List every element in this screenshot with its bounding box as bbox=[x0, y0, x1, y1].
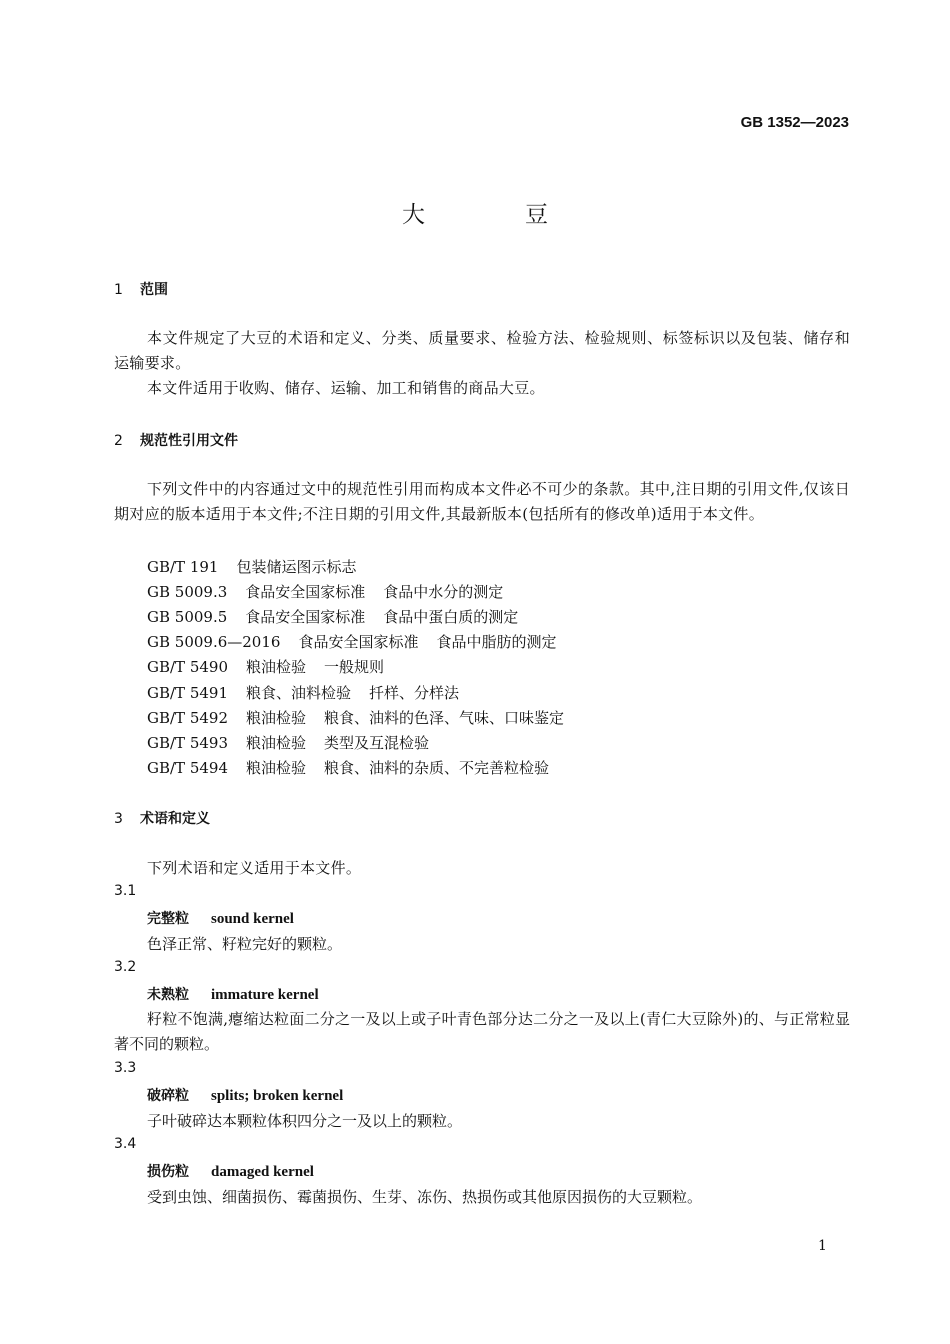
reference-title: 食品安全国家标准 bbox=[245, 583, 366, 601]
reference-title: 食品安全国家标准 bbox=[245, 608, 366, 626]
term-chinese: 破碎粒 bbox=[147, 1088, 189, 1104]
section-title: 规范性引用文件 bbox=[140, 433, 238, 449]
reference-code: GB/T 5490 bbox=[147, 658, 229, 676]
reference-code: GB/T 191 bbox=[147, 558, 219, 576]
reference-code: GB/T 5491 bbox=[147, 684, 229, 702]
term-english: sound kernel bbox=[211, 911, 294, 927]
reference-subtitle: 类型及互混检验 bbox=[324, 734, 430, 752]
reference-subtitle: 食品中水分的测定 bbox=[383, 583, 504, 601]
section-3-heading bbox=[114, 808, 210, 828]
page-number: 1 bbox=[818, 1238, 827, 1254]
term-definition: 子叶破碎达本颗粒体积四分之一及以上的颗粒。 bbox=[147, 1112, 463, 1130]
term-definition: 受到虫蚀、细菌损伤、霉菌损伤、生芽、冻伤、热损伤或其他原因损伤的大豆颗粒。 bbox=[147, 1188, 703, 1206]
term-chinese: 完整粒 bbox=[147, 911, 189, 927]
reference-item bbox=[147, 757, 549, 778]
term-number: 3.2 bbox=[114, 959, 137, 975]
reference-subtitle: 粮食、油料的色泽、气味、口味鉴定 bbox=[324, 709, 565, 727]
reference-title: 包装储运图示标志 bbox=[236, 558, 357, 576]
section-2-heading bbox=[114, 430, 238, 450]
reference-subtitle: 粮食、油料的杂质、不完善粒检验 bbox=[324, 759, 550, 777]
term-chinese: 未熟粒 bbox=[147, 987, 189, 1003]
reference-item bbox=[147, 682, 459, 703]
section-3-paragraph-1: 下列术语和定义适用于本文件。 bbox=[147, 859, 362, 877]
term-heading bbox=[147, 1085, 343, 1105]
reference-item bbox=[147, 656, 384, 677]
reference-item bbox=[147, 707, 564, 728]
reference-subtitle: 食品中脂肪的测定 bbox=[436, 633, 557, 651]
term-number: 3.1 bbox=[114, 883, 137, 899]
term-english: damaged kernel bbox=[211, 1164, 314, 1180]
term-english: splits; broken kernel bbox=[211, 1088, 344, 1104]
reference-subtitle: 扦样、分样法 bbox=[369, 684, 460, 702]
reference-code: GB/T 5493 bbox=[147, 734, 229, 752]
section-title: 术语和定义 bbox=[140, 811, 210, 827]
term-definition: 色泽正常、籽粒完好的颗粒。 bbox=[147, 935, 343, 953]
reference-code: GB 5009.3 bbox=[147, 583, 228, 601]
reference-subtitle: 食品中蛋白质的测定 bbox=[383, 608, 519, 626]
section-2-paragraph-1: 下列文件中的内容通过文中的规范性引用而构成本文件必不可少的条款。其中,注日期的引用文件,仅该日期对应的版本适用于本文件;不注日期的引用文件,其最新版本(包括所有的修改单)适用于本文件。 bbox=[114, 480, 850, 523]
reference-title: 粮油检验 bbox=[246, 709, 307, 727]
reference-subtitle: 一般规则 bbox=[324, 658, 385, 676]
reference-title: 粮油检验 bbox=[246, 734, 307, 752]
term-definition: 籽粒不饱满,瘪缩达粒面二分之一及以上或子叶青色部分达二分之一及以上(青仁大豆除外)的、与正常粒显著不同的颗粒。 bbox=[114, 1010, 850, 1053]
section-title: 范围 bbox=[140, 282, 168, 298]
reference-title: 粮油检验 bbox=[246, 759, 307, 777]
term-heading bbox=[147, 984, 319, 1004]
term-number: 3.3 bbox=[114, 1060, 137, 1076]
section-1-paragraph-2: 本文件适用于收购、储存、运输、加工和销售的商品大豆。 bbox=[147, 379, 545, 397]
term-heading bbox=[147, 908, 294, 928]
reference-title: 粮食、油料检验 bbox=[246, 684, 352, 702]
term-english: immature kernel bbox=[211, 987, 319, 1003]
reference-code: GB/T 5492 bbox=[147, 709, 229, 727]
reference-title: 食品安全国家标准 bbox=[298, 633, 419, 651]
reference-item bbox=[147, 556, 374, 577]
reference-code: GB 5009.5 bbox=[147, 608, 228, 626]
reference-title: 粮油检验 bbox=[246, 658, 307, 676]
term-heading bbox=[147, 1161, 314, 1181]
reference-item bbox=[147, 732, 429, 753]
section-number: 1 bbox=[114, 282, 123, 298]
section-1-heading bbox=[114, 279, 168, 299]
section-number: 3 bbox=[114, 811, 123, 827]
reference-item bbox=[147, 581, 503, 602]
term-number: 3.4 bbox=[114, 1136, 137, 1152]
reference-item bbox=[147, 606, 518, 627]
section-number: 2 bbox=[114, 433, 123, 449]
reference-code: GB 5009.6—2016 bbox=[147, 633, 281, 651]
section-1-paragraph-1: 本文件规定了大豆的术语和定义、分类、质量要求、检验方法、检验规则、标签标识以及包装、储存和运输要求。 bbox=[114, 329, 850, 372]
standard-code: GB 1352—2023 bbox=[740, 114, 849, 131]
reference-code: GB/T 5494 bbox=[147, 759, 229, 777]
term-chinese: 损伤粒 bbox=[147, 1164, 189, 1180]
reference-item bbox=[147, 631, 556, 652]
page-title: 大豆 bbox=[402, 202, 648, 228]
